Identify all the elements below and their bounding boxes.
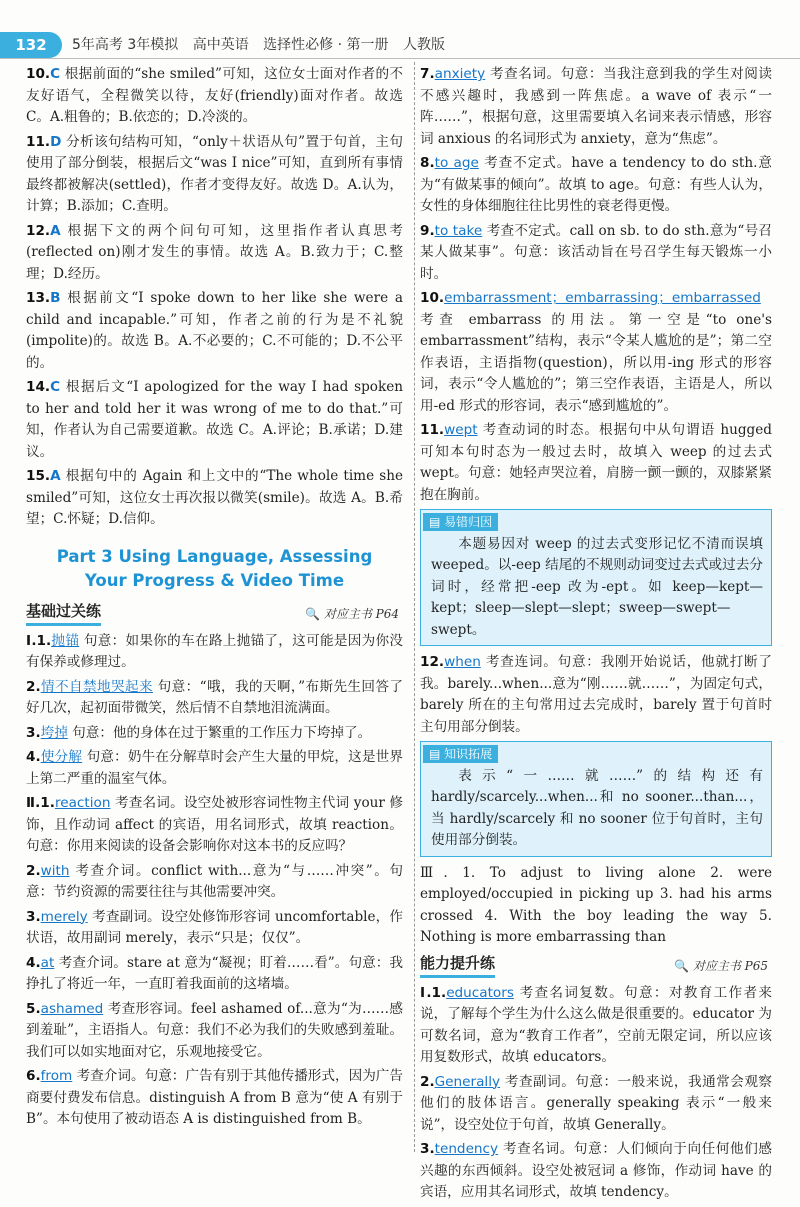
answer-item [26, 1066, 403, 1131]
item-answer: 使分解 [40, 749, 83, 765]
item-explanation: 考查介词。stare at 意为“凝视；盯着……看”。句意：我挣扎了将近一年，一直盯着我面前的这堵墙。 [26, 954, 403, 992]
section-ref-text: 对应主书 P64 [323, 606, 399, 621]
answer-item [26, 747, 403, 790]
answer-item [26, 953, 403, 996]
item-explanation: 考查介词。conflict with...意为“与……冲突”。句意：节约资源的需要往往与其他需要冲突。 [26, 862, 403, 900]
answer-item [420, 1139, 772, 1204]
answer-list-basic [26, 631, 403, 1131]
item-explanation: 考查不定式。call on sb. to do sth.意为“号召某人做某事”。句意：该活动旨在号召学生每天锻炼一小时。 [420, 222, 772, 282]
item-explanation: 考查形容词。feel ashamed of...意为“为……感到羞耻”，主语指人。句意：我们不必为我们的失败感到羞耻。我们可以如实地面对它，乐观地接受它。 [26, 1000, 403, 1060]
answer-item [420, 288, 772, 417]
answer-item [26, 466, 403, 531]
answer-item [420, 652, 772, 738]
item-number: 7. [420, 66, 435, 82]
item-number: 11. [420, 422, 445, 438]
item-answer: anxiety [434, 66, 486, 82]
answer-item [26, 999, 403, 1064]
item-answer: tendency [434, 1141, 499, 1157]
tip-box-error [420, 509, 772, 646]
answer-item [26, 221, 403, 286]
section-ref-text: 对应主书 P65 [692, 958, 768, 973]
item-number: 15. [26, 468, 51, 484]
item-number: Ⅰ.1. [26, 632, 52, 649]
item-number: 4. [26, 954, 41, 971]
item-answer: ashamed [40, 1000, 104, 1017]
book-volume: 选择性必修 · 第一册 [263, 37, 389, 53]
item-answer: embarrassment；embarrassing；embarrassed [444, 290, 761, 306]
section3-answers: Ⅲ. 1. To adjust to living alone 2. were employed/occupied in picking up 3. had his arms crossed 4. With the boy leading the way 5. Nothing is more embarrassing than [420, 864, 772, 945]
answer-item [26, 377, 403, 463]
tip-tag-error-label: 易错归因 [444, 515, 493, 529]
item-number: 4. [26, 749, 41, 765]
answer-list-basic-cont [420, 64, 772, 506]
item-explanation: 考查名词。句意：人们倾向于向任何他们感兴趣的东西倾斜。设空处被冠词 a 修饰，作动词 have 的宾语，应用其名词形式，故填 tendency。 [420, 1141, 772, 1200]
item-answer: 垮掉 [40, 724, 68, 741]
item-answer: A [50, 468, 61, 484]
tip-box-extend [420, 741, 772, 857]
answer-item [26, 907, 403, 950]
answer-item [26, 677, 403, 720]
answer-item [26, 631, 403, 674]
tip-text-error: 本题易因对 weep 的过去式变形记忆不清而误填 weeped。以-eep 结尾的不规则动词变过去式或过去分词时，经常把-eep 改为-ept。如 keep—kept—kept；sleep—slept—slept；sweep—swept—swept。 [431, 535, 763, 638]
item-number: 10. [420, 290, 445, 306]
section-header-basic [26, 601, 403, 627]
book-title [72, 34, 455, 54]
page-header [0, 0, 800, 58]
item-answer: B [50, 290, 61, 306]
tip-tag-extend: ▤ 知识拓展 [423, 745, 498, 763]
item-answer: 情不自禁地哭起来 [40, 678, 153, 695]
item-explanation: 句意：“哦，我的天啊，”布斯先生回答了好几次，起初面带微笑，然后情不自禁地泪流满面。 [26, 678, 403, 716]
answer-item [420, 153, 772, 218]
item-explanation: 考查副词。设空处修饰形容词 uncomfortable，作状语，故用副词 merely，表示“只是；仅仅”。 [26, 908, 403, 946]
answer-item [420, 64, 772, 150]
item-number: 3. [26, 908, 41, 925]
answer-item [26, 64, 403, 129]
answer-item [420, 983, 772, 1069]
item-answer: D [50, 133, 62, 150]
item-answer: educators [446, 984, 514, 1001]
column-divider [414, 62, 415, 1152]
item-answer: C [50, 66, 61, 82]
item-explanation: 考查名词。设空处被形容词性物主代词 your 修饰，且作动词 affect 的宾语，用名词形式，故填 reaction。句意：你用来阅读的设备会影响你对这本书的反应吗？ [26, 795, 403, 854]
item-explanation: 句意：如果你的车在路上抛锚了，这可能是因为你没有保养或修理过。 [26, 632, 403, 670]
section-title-advanced: 能力提升练 [420, 953, 495, 979]
item-number: 12. [420, 654, 445, 670]
item-explanation: 考查不定式。have a tendency to do sth.意为“有做某事的倾向”。故填 to age。句意：有些人认为，女性的身体细胞往往比男性的衰老得更慢。 [420, 155, 772, 214]
item-explanation: 句意：奶牛在分解草时会产生大量的甲烷，这是世界上第二严重的温室气体。 [26, 749, 404, 787]
answer-item [26, 861, 403, 904]
item-answer: with [40, 862, 70, 879]
item-explanation: 考查介词。句意：广告有别于其他传播形式，因为广告商要付费发布信息。distinguish A from B 意为“使 A 有别于 B”。本句使用了被动语态 A is distinguished from B。 [26, 1068, 403, 1127]
tip-text-extend: 表示“一……就……”的结构还有 hardly/scarcely...when...和 no sooner...than...，当 hardly/scarcely 和 no sooner 位于句首时，主句使用部分倒装。 [431, 767, 763, 848]
item-explanation: 考查连词。句意：我刚开始说话，他就打断了我。barely...when...意为“刚……就……”，为固定句式，barely 所在的主句常用过去完成时，barely 置于句首时主句用部分倒装。 [420, 654, 772, 735]
item-number: 2. [420, 1073, 435, 1090]
item-number: Ⅱ.1. [26, 795, 55, 811]
item-explanation: 考查名词复数。句意：对教育工作者来说，了解每个学生为什么这么做是很重要的。educator 为可数名词，意为“教育工作者”，空前无限定词，所以应该用复数形式，故填 educators。 [420, 984, 772, 1065]
section-ref-advanced [674, 956, 768, 978]
answer-list-part2 [26, 64, 403, 531]
item-answer: 抛锚 [51, 632, 80, 649]
answer-item-12 [420, 652, 772, 738]
section-title-basic: 基础过关练 [26, 601, 101, 627]
item-number: 3. [26, 724, 41, 741]
item-explanation: 根据前文“I spoke down to her like she were a child and incapable.”可知，作者之前的行为是不礼貌(impolite)的。故选 B。A.不必要的；C.不可能的；D.不公平的。 [26, 290, 403, 371]
item-number: 2. [26, 862, 41, 879]
item-number: 2. [26, 678, 41, 695]
answer-item [420, 420, 772, 506]
item-number: 14. [26, 379, 51, 395]
item-number: 6. [26, 1068, 41, 1084]
item-answer: to take [434, 222, 483, 239]
magnifier-icon: 🔍 [305, 606, 320, 621]
magnifier-icon: 🔍 [674, 958, 689, 973]
answer-item [420, 1072, 772, 1137]
item-explanation: 考查 embarrass 的用法。第一空是“to one's embarrassment”结构，表示“令某人尴尬的是”；第二空作表语，主语指物(question)，所以用-ing 形式的形容词，表示“令人尴尬的”；第三空作表语，主语是人，所以用-ed 形式的形容词，表示“感到尴尬的”。 [420, 311, 772, 414]
item-explanation: 考查名词。句意：当我注意到我的学生对阅读不感兴趣时，我感到一阵焦虑。a wave of 表示“一阵……”，根据句意，这里需要填入名词来表示情感，形容词 anxious 的名词形式为 anxiety，意为“焦虑”。 [420, 66, 772, 147]
item-explanation: 根据前面的“she smiled”可知，这位女士面对作者的不友好语气，全程微笑以待，友好(friendly)面对作者。故选 C。A.粗鲁的；B.依恋的；D.冷淡的。 [26, 66, 403, 125]
header-rule [0, 58, 800, 59]
item-answer: Generally [434, 1073, 501, 1090]
item-answer: from [40, 1068, 73, 1084]
item-answer: to age [434, 155, 479, 171]
tip-tag-error: ▤ 易错归因 [423, 513, 498, 531]
item-explanation: 分析该句结构可知，“only＋状语从句”置于句首，主句使用了部分倒装，根据后文“was I nice”可知，直到所有事情最终都被解决(settled)，作者才变得友好。故选 D。A.认为，计算；B.添加；C.查明。 [26, 133, 403, 214]
item-number: 12. [26, 222, 51, 239]
answer-item [26, 132, 403, 218]
item-number: 3. [420, 1141, 435, 1157]
section-header-advanced [420, 953, 772, 979]
answer-item [420, 221, 772, 286]
item-explanation: 句意：他的身体在过于繁重的工作压力下垮掉了。 [72, 724, 372, 741]
item-answer: merely [40, 908, 88, 925]
item-explanation: 考查副词。句意：一般来说，我通常会观察他们的肢体语言。generally speaking 表示“一般来说”，设空处位于句首，故填 Generally。 [420, 1073, 773, 1133]
item-number: 13. [26, 290, 51, 306]
item-answer: A [50, 222, 61, 239]
section-ref-basic [305, 604, 399, 626]
item-number: 8. [420, 155, 435, 171]
book-series: 5年高考 3年模拟 [72, 37, 179, 53]
item-answer: C [50, 379, 61, 395]
left-column [26, 64, 403, 1134]
item-explanation: 根据下文的两个问句可知，这里指作者认真思考(reflected on)刚才发生的事情。故选 A。B.致力于；C.整理；D.经历。 [26, 222, 403, 282]
item-number: 10. [26, 66, 51, 82]
item-number: 11. [26, 133, 51, 150]
item-number: Ⅰ.1. [420, 984, 447, 1001]
answer-list-advanced [420, 983, 772, 1204]
item-number: 9. [420, 222, 435, 239]
item-explanation: 根据句中的 Again 和上文中的“The whole time she smiled”可知，这位女士再次报以微笑(smile)。故选 A。B.希望；C.怀疑；D.信仰。 [26, 468, 403, 527]
item-answer: reaction [54, 795, 111, 811]
right-column [420, 64, 772, 1207]
item-number: 5. [26, 1000, 41, 1017]
part-title-line1: Part 3 Using Language, Assessing [56, 546, 373, 566]
book-edition: 人教版 [402, 37, 445, 53]
part-title-line2: Your Progress & Video Time [84, 570, 345, 590]
answer-item [26, 288, 403, 374]
answer-item [26, 793, 403, 858]
tip-tag-extend-label: 知识拓展 [444, 747, 493, 761]
part-title [26, 545, 403, 593]
item-answer: wept [444, 422, 478, 438]
answer-item [26, 723, 403, 745]
item-answer: at [40, 954, 55, 971]
item-explanation: 根据后文“I apologized for the way I had spoken to her and told her it was wrong of me to do that.”可知，作者认为自己需要道歉。故选 C。A.评论；B.承诺；D.建议。 [26, 379, 403, 460]
item-explanation: 考查动词的时态。根据句中从句谓语 hugged 可知本句时态为一般过去时，故填入 weep 的过去式 wept。句意：她轻声哭泣着，肩膀一颤一颤的，双膝紧紧抱在胸前。 [420, 422, 772, 503]
page-number: 132 [0, 32, 62, 58]
item-answer: when [444, 654, 481, 670]
book-subject: 高中英语 [192, 37, 249, 53]
